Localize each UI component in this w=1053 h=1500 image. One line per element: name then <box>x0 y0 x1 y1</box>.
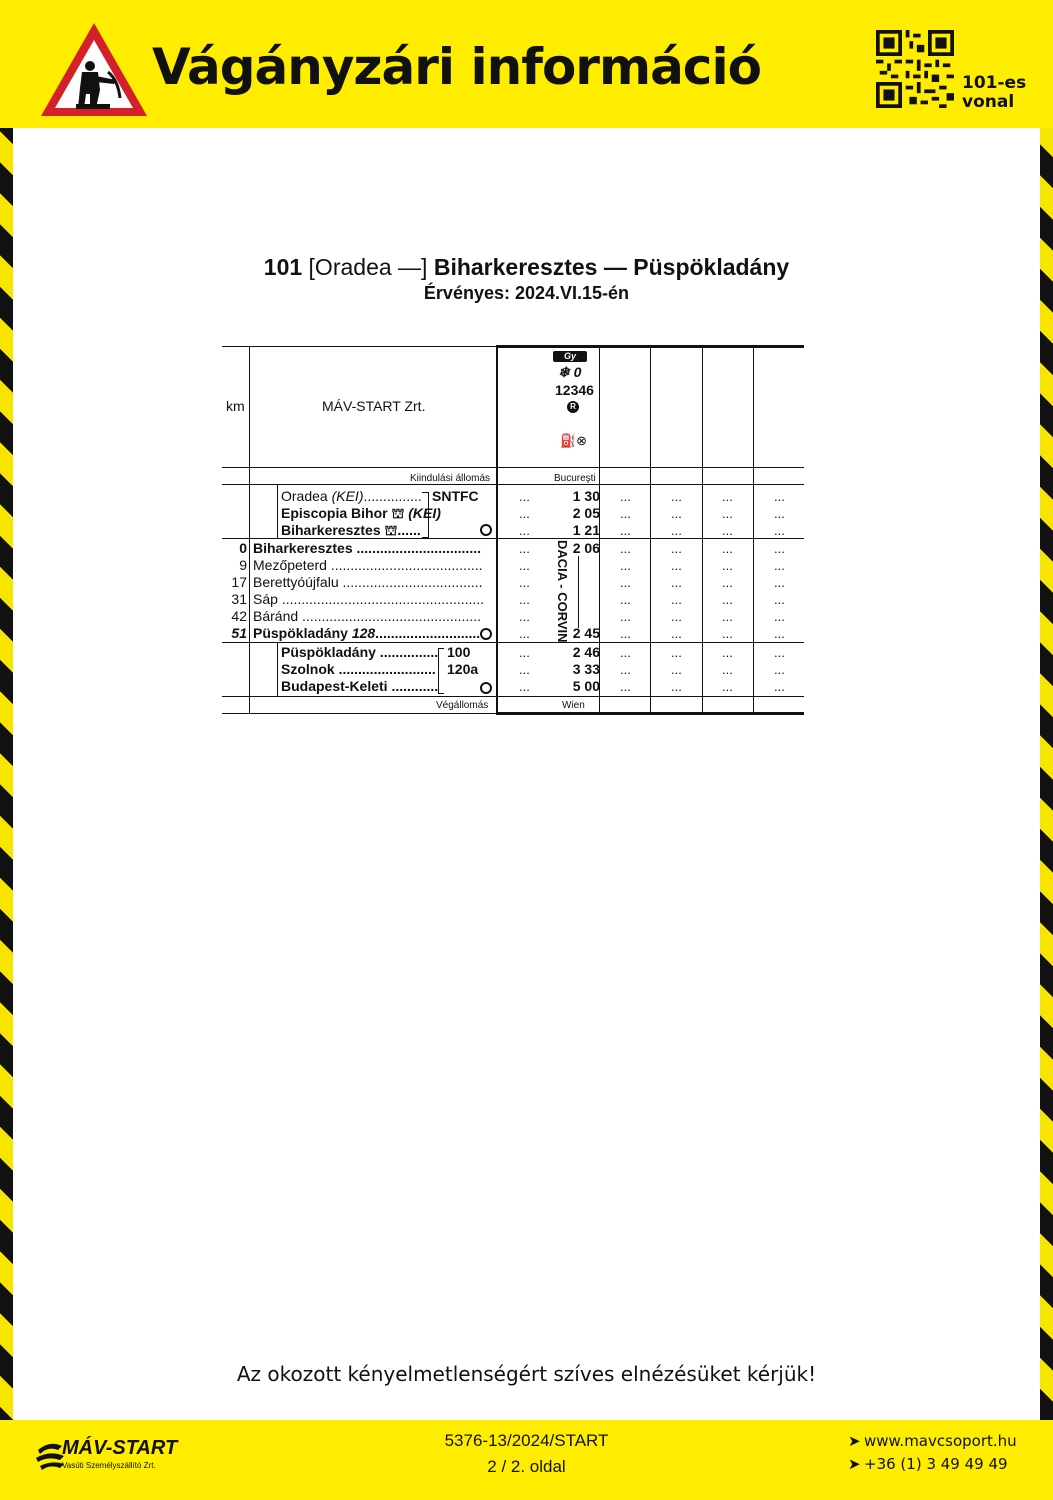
empty-cell: ... <box>671 592 682 607</box>
empty-cell: ... <box>722 626 733 641</box>
table-rule <box>222 642 804 643</box>
station-row: Sáp .................................................... <box>253 591 485 607</box>
station-row: Berettyóújfalu .................................... <box>253 574 483 590</box>
empty-cell: ... <box>722 506 733 521</box>
track-work-warning-icon <box>38 20 150 120</box>
qr-code <box>876 30 954 108</box>
empty-cell: ... <box>620 506 631 521</box>
train-name <box>555 540 572 643</box>
time: 2 05 <box>572 505 600 521</box>
empty-cell: ... <box>671 506 682 521</box>
station-row: Mezőpeterd ....................................... <box>253 557 483 573</box>
empty-cell: ... <box>774 541 785 556</box>
empty-cell: ... <box>519 489 530 504</box>
to-value: Wien <box>562 700 585 711</box>
table-rule <box>496 346 498 714</box>
table-rule <box>753 346 754 714</box>
empty-cell: ... <box>519 558 530 573</box>
empty-cell: ... <box>620 489 631 504</box>
timetable-title <box>0 254 1053 281</box>
empty-cell: ... <box>519 592 530 607</box>
empty-cell: ... <box>774 645 785 660</box>
logo-subtitle: Vasúti Személyszállító Zrt. <box>62 1461 156 1470</box>
service-icons: ⛽⊗ <box>560 433 588 448</box>
phone-contact[interactable] <box>848 1455 1008 1473</box>
station-row: Episcopia Bihor ⛫ (KEI) <box>281 505 441 521</box>
empty-cell: ... <box>620 558 631 573</box>
title-route: Biharkeresztes — Püspökladány <box>433 254 790 280</box>
connecting-operator: SNTFC <box>432 488 479 504</box>
empty-cell: ... <box>519 541 530 556</box>
document-number: 5376-13/2024/START <box>444 1431 609 1450</box>
time: 3 33 <box>572 661 600 677</box>
station-row: Biharkeresztes ⛫...... <box>281 522 421 538</box>
empty-cell: ... <box>774 662 785 677</box>
train-category-badge: Gy <box>553 351 587 362</box>
station-row: Szolnok ......................... <box>281 661 436 677</box>
connecting-line: 100 <box>447 644 471 660</box>
title-bracket: [Oradea —] <box>308 254 428 280</box>
empty-cell: ... <box>620 523 631 538</box>
empty-cell: ... <box>774 626 785 641</box>
empty-cell: ... <box>671 662 682 677</box>
empty-cell: ... <box>519 645 530 660</box>
empty-cell: ... <box>519 609 530 624</box>
page-title: Vágányzári információ <box>152 38 761 96</box>
empty-cell: ... <box>671 558 682 573</box>
empty-cell: ... <box>774 558 785 573</box>
empty-cell: ... <box>620 645 631 660</box>
empty-cell: ... <box>722 575 733 590</box>
table-rule <box>222 696 804 697</box>
empty-cell: ... <box>722 609 733 624</box>
empty-cell: ... <box>722 679 733 694</box>
table-rule <box>277 484 278 538</box>
train-run-line <box>578 556 579 628</box>
empty-cell: ... <box>774 575 785 590</box>
to-label: Végállomás <box>436 700 489 711</box>
km-value: 9 <box>239 557 247 573</box>
km-header: km <box>226 398 245 414</box>
empty-cell: ... <box>519 575 530 590</box>
empty-cell: ... <box>519 626 530 641</box>
line-label <box>962 74 1026 112</box>
empty-cell: ... <box>722 489 733 504</box>
empty-cell: ... <box>519 506 530 521</box>
chevron-right-icon: ➤ <box>848 1455 861 1473</box>
empty-cell: ... <box>519 662 530 677</box>
empty-cell: ... <box>519 523 530 538</box>
empty-cell: ... <box>722 662 733 677</box>
empty-cell: ... <box>774 523 785 538</box>
line-label-number: 101-es <box>962 73 1027 93</box>
empty-cell: ... <box>671 541 682 556</box>
website-link[interactable] <box>848 1432 1017 1450</box>
station-row: Báránd .............................................. <box>253 608 481 624</box>
website-text[interactable]: www.mavcsoport.hu <box>864 1432 1017 1450</box>
train-number: 12346 <box>555 382 594 398</box>
line-number: 101 <box>263 254 303 280</box>
train-symbols: ❄ 0 <box>558 364 582 380</box>
station-row: Püspökladány 128........................... <box>253 625 481 641</box>
page-number: 2 / 2. oldal <box>487 1457 566 1476</box>
connecting-line: 120a <box>447 661 479 677</box>
terminal-circle-icon <box>480 524 492 536</box>
empty-cell: ... <box>722 523 733 538</box>
table-rule <box>222 467 804 468</box>
from-value: Bucureşti <box>554 473 596 484</box>
empty-cell: ... <box>722 645 733 660</box>
time: 1 21 <box>572 522 600 538</box>
empty-cell: ... <box>774 609 785 624</box>
table-rule <box>249 346 250 714</box>
content-area <box>13 128 1040 1420</box>
empty-cell: ... <box>620 662 631 677</box>
time: 5 00 <box>572 678 600 694</box>
time: 2 06 <box>572 540 600 556</box>
table-rule <box>650 346 651 714</box>
empty-cell: ... <box>671 645 682 660</box>
chevron-right-icon: ➤ <box>848 1432 861 1450</box>
table-rule <box>222 484 804 485</box>
validity-date: Érvényes: 2024.VI.15-én <box>423 283 630 303</box>
empty-cell: ... <box>671 489 682 504</box>
train-name-text: DACIA - CORVIN <box>555 540 570 643</box>
empty-cell: ... <box>620 626 631 641</box>
empty-cell: ... <box>620 541 631 556</box>
empty-cell: ... <box>774 679 785 694</box>
time: 1 30 <box>572 488 600 504</box>
logo-name: MÁV-START <box>62 1437 178 1459</box>
reservation-icon: R <box>567 401 579 413</box>
operator-header: MÁV-START Zrt. <box>322 398 426 414</box>
km-value: 0 <box>239 540 247 556</box>
terminal-circle-icon <box>480 682 492 694</box>
empty-cell: ... <box>722 592 733 607</box>
table-rule <box>222 346 496 347</box>
empty-cell: ... <box>671 609 682 624</box>
table-rule <box>277 642 278 696</box>
empty-cell: ... <box>774 506 785 521</box>
timetable-table <box>222 346 804 714</box>
time: 2 46 <box>572 644 600 660</box>
station-row: Biharkeresztes ................................ <box>253 540 481 556</box>
empty-cell: ... <box>671 626 682 641</box>
line-label-word: vonal <box>962 92 1015 112</box>
empty-cell: ... <box>519 679 530 694</box>
phone-text[interactable]: +36 (1) 3 49 49 49 <box>864 1455 1008 1473</box>
km-value: 51 <box>231 625 247 641</box>
km-value: 42 <box>231 608 247 624</box>
empty-cell: ... <box>722 541 733 556</box>
empty-cell: ... <box>774 489 785 504</box>
bracket <box>422 492 429 538</box>
km-value: 31 <box>231 591 247 607</box>
empty-cell: ... <box>671 679 682 694</box>
bracket <box>438 648 444 694</box>
empty-cell: ... <box>620 575 631 590</box>
station-row: Oradea (KEI)............... <box>281 488 422 504</box>
station-row: Püspökladány ............... <box>281 644 439 660</box>
from-label: Kiindulási állomás <box>410 473 491 484</box>
km-value: 17 <box>231 574 247 590</box>
empty-cell: ... <box>620 679 631 694</box>
empty-cell: ... <box>722 558 733 573</box>
empty-cell: ... <box>671 523 682 538</box>
station-row: Budapest-Keleti ............ <box>281 678 439 694</box>
empty-cell: ... <box>774 592 785 607</box>
terminal-circle-icon <box>480 628 492 640</box>
apology-text: Az okozott kényelmetlenségért szíves elnézésüket kérjük! <box>236 1362 817 1386</box>
empty-cell: ... <box>671 575 682 590</box>
empty-cell: ... <box>620 609 631 624</box>
table-rule <box>702 346 703 714</box>
time: 2 45 <box>572 625 600 641</box>
empty-cell: ... <box>620 592 631 607</box>
